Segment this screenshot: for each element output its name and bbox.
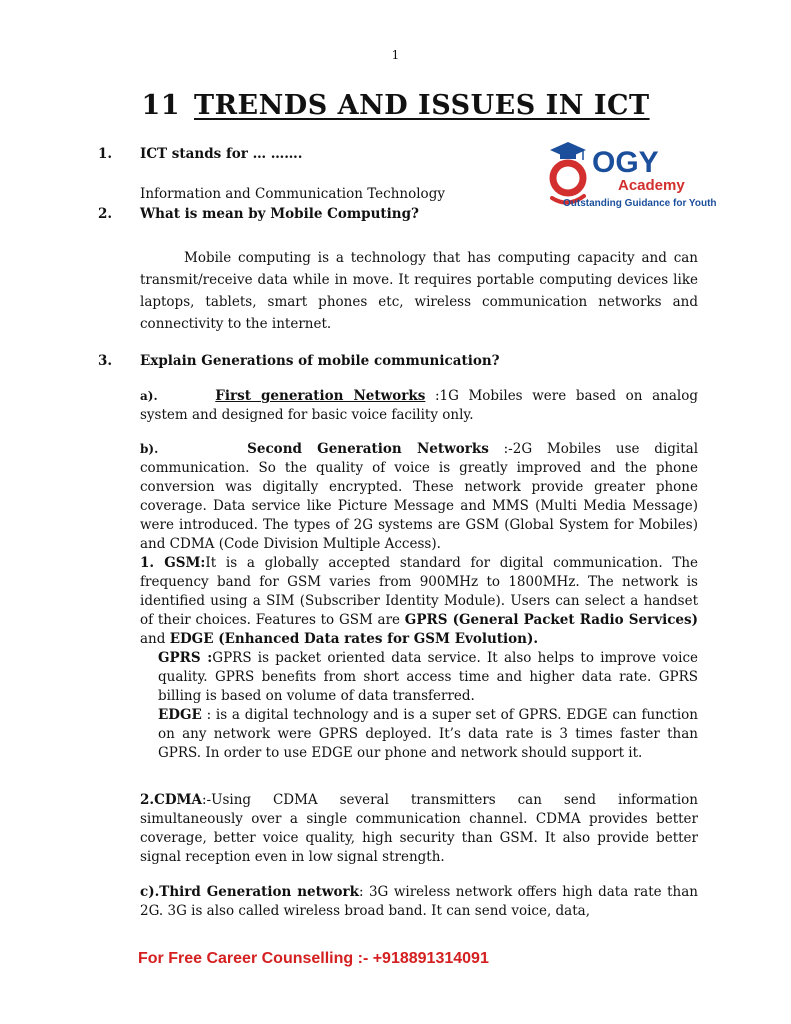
part-b-label: b). xyxy=(140,442,159,456)
q3-number: 3. xyxy=(98,353,113,369)
edge-paragraph xyxy=(158,706,698,763)
logo-tagline: Outstanding Guidance for Youth xyxy=(563,198,717,209)
part-a-text2: system and designed for basic voice facility only. xyxy=(140,407,474,423)
part-a-line1 xyxy=(140,387,698,406)
part-b-text1: :-2G Mobiles use digital xyxy=(503,441,699,457)
gsm-text: It is a globally accepted standard for digital communication. The frequency band for GSM varies from 900MHz to 1800MHz. The network is identified using a SIM (Subscriber Identity Module). Users can select a handset of their choices. Features to GSM are xyxy=(140,555,698,628)
q2-answer: Mobile computing is a technology that has computing capacity and can transmit/receive data while in move. It requires portable computing devices like laptops, tablets, smart phones etc, wireless communication networks and connectivity to the internet. xyxy=(140,250,698,332)
q1-number: 1. xyxy=(98,146,113,162)
part-a-title: First generation Networks xyxy=(215,388,426,404)
edge-title: EDGE xyxy=(158,707,202,723)
gsm-and: and xyxy=(140,631,170,647)
q2-question: What is mean by Mobile Computing? xyxy=(140,206,419,222)
part-a-text1: :1G Mobiles were based on analog xyxy=(434,388,698,404)
gprs-text: GPRS is packet oriented data service. It also helps to improve voice quality. GPRS benefits from short access time and higher data rate. GPRS billing is based on volume of data transferred. xyxy=(158,650,698,704)
part-c-text: : 3G wireless network offers high data rate than 2G. 3G is also called wireless broad band. It can send voice, data, xyxy=(140,884,698,919)
gsm-edge-bold: EDGE (Enhanced Data rates for GSM Evolution). xyxy=(169,631,539,647)
q3-part-b xyxy=(140,440,698,554)
q3-part-a xyxy=(140,387,698,425)
q3-question: Explain Generations of mobile communication? xyxy=(140,353,500,369)
page-title xyxy=(0,90,791,121)
logo-sub: Academy xyxy=(618,177,685,194)
q1-question: ICT stands for … ……. xyxy=(140,146,303,162)
gprs-title: GPRS : xyxy=(158,650,213,666)
gsm-gprs-bold: GPRS (General Packet Radio Services) xyxy=(404,612,698,628)
gprs-paragraph xyxy=(158,649,698,706)
cdma-title: 2.CDMA xyxy=(140,792,202,808)
part-c-title: c).Third Generation network xyxy=(140,884,359,900)
part-b-title: Second Generation Networks xyxy=(247,441,489,457)
chapter-title: TRENDS AND ISSUES IN ICT xyxy=(194,90,650,121)
ogy-academy-logo xyxy=(548,138,718,216)
q3-part-c xyxy=(140,883,698,921)
cdma-paragraph xyxy=(140,791,698,867)
logo-brand: OGY xyxy=(592,146,659,179)
part-b-line1 xyxy=(140,440,698,459)
part-b-text: communication. So the quality of voice is greatly improved and the phone conversion was digitally encrypted. These network provide greater phone coverage. Data service like Picture Message and MMS (Multi Media Message) were introduced. The types of 2G systems are GSM (Global System for Mobiles) and CDMA (Code Division Multiple Access). xyxy=(140,460,698,552)
q1-answer: Information and Communication Technology xyxy=(140,186,445,202)
gsm-paragraph xyxy=(140,554,698,649)
part-a-label: a). xyxy=(140,389,158,403)
q2-number: 2. xyxy=(98,206,113,222)
career-counselling-footer: For Free Career Counselling :- +918891314091 xyxy=(138,950,489,967)
gsm-title: 1. GSM: xyxy=(140,555,206,571)
page-number: 1 xyxy=(391,48,400,62)
cdma-text: :-Using CDMA several transmitters can send information simultaneously over a single communication channel. CDMA provides better coverage, better voice quality, high security than GSM. It also provide better signal reception even in low signal strength. xyxy=(140,792,698,865)
edge-text: : is a digital technology and is a super set of GPRS. EDGE can function on any network were GPRS deployed. It’s data rate is 3 times faster than GPRS. In order to use EDGE our phone and network should support it. xyxy=(158,707,698,761)
chapter-number: 11 xyxy=(141,90,181,121)
